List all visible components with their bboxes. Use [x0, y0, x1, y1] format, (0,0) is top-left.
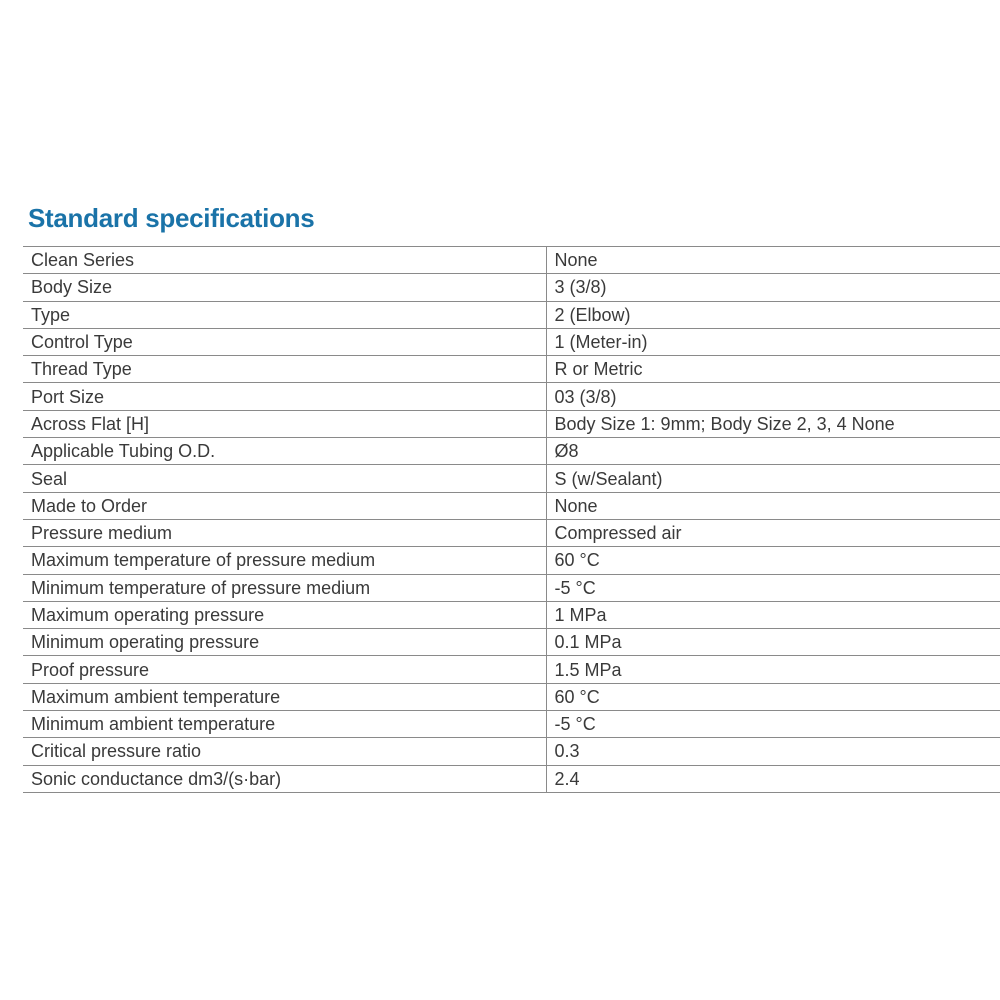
- spec-label: Minimum ambient temperature: [23, 711, 546, 738]
- spec-value: 0.1 MPa: [546, 629, 1000, 656]
- table-row: [23, 356, 1000, 383]
- table-row: [23, 328, 1000, 355]
- spec-value: -5 °C: [546, 711, 1000, 738]
- spec-label: Minimum operating pressure: [23, 629, 546, 656]
- spec-label: Seal: [23, 465, 546, 492]
- spec-value: 0.3: [546, 738, 1000, 765]
- spec-value: 1 MPa: [546, 601, 1000, 628]
- spec-value: 2.4: [546, 765, 1000, 792]
- spec-label: Minimum temperature of pressure medium: [23, 574, 546, 601]
- spec-value: 2 (Elbow): [546, 301, 1000, 328]
- spec-value: 1 (Meter-in): [546, 328, 1000, 355]
- spec-label: Made to Order: [23, 492, 546, 519]
- table-row: [23, 765, 1000, 792]
- spec-label: Across Flat [H]: [23, 410, 546, 437]
- spec-label: Pressure medium: [23, 519, 546, 546]
- table-row: [23, 629, 1000, 656]
- spec-label: Thread Type: [23, 356, 546, 383]
- spec-value: S (w/Sealant): [546, 465, 1000, 492]
- table-row: [23, 438, 1000, 465]
- spec-value: 1.5 MPa: [546, 656, 1000, 683]
- spec-label: Applicable Tubing O.D.: [23, 438, 546, 465]
- spec-value: -5 °C: [546, 574, 1000, 601]
- table-row: [23, 574, 1000, 601]
- spec-label: Maximum temperature of pressure medium: [23, 547, 546, 574]
- table-row: [23, 301, 1000, 328]
- spec-label: Port Size: [23, 383, 546, 410]
- table-row: [23, 547, 1000, 574]
- spec-label: Clean Series: [23, 247, 546, 274]
- table-row: [23, 519, 1000, 546]
- table-row: [23, 711, 1000, 738]
- table-row: [23, 738, 1000, 765]
- spec-value: Ø8: [546, 438, 1000, 465]
- spec-value: 03 (3/8): [546, 383, 1000, 410]
- spec-label: Sonic conductance dm3/(s·bar): [23, 765, 546, 792]
- spec-table-body: [23, 247, 1000, 793]
- page-title: Standard specifications: [28, 203, 315, 233]
- spec-label: Type: [23, 301, 546, 328]
- spec-value: Compressed air: [546, 519, 1000, 546]
- spec-table: [23, 246, 1000, 793]
- spec-label: Maximum ambient temperature: [23, 683, 546, 710]
- spec-label: Critical pressure ratio: [23, 738, 546, 765]
- table-row: [23, 601, 1000, 628]
- table-row: [23, 656, 1000, 683]
- spec-value: 60 °C: [546, 683, 1000, 710]
- table-row: [23, 492, 1000, 519]
- spec-label: Proof pressure: [23, 656, 546, 683]
- spec-label: Maximum operating pressure: [23, 601, 546, 628]
- spec-value: R or Metric: [546, 356, 1000, 383]
- table-row: [23, 247, 1000, 274]
- spec-value: None: [546, 247, 1000, 274]
- table-row: [23, 274, 1000, 301]
- spec-value: Body Size 1: 9mm; Body Size 2, 3, 4 None: [546, 410, 1000, 437]
- table-row: [23, 683, 1000, 710]
- table-row: [23, 410, 1000, 437]
- spec-value: 60 °C: [546, 547, 1000, 574]
- table-row: [23, 465, 1000, 492]
- spec-value: 3 (3/8): [546, 274, 1000, 301]
- table-row: [23, 383, 1000, 410]
- spec-label: Body Size: [23, 274, 546, 301]
- spec-label: Control Type: [23, 328, 546, 355]
- spec-value: None: [546, 492, 1000, 519]
